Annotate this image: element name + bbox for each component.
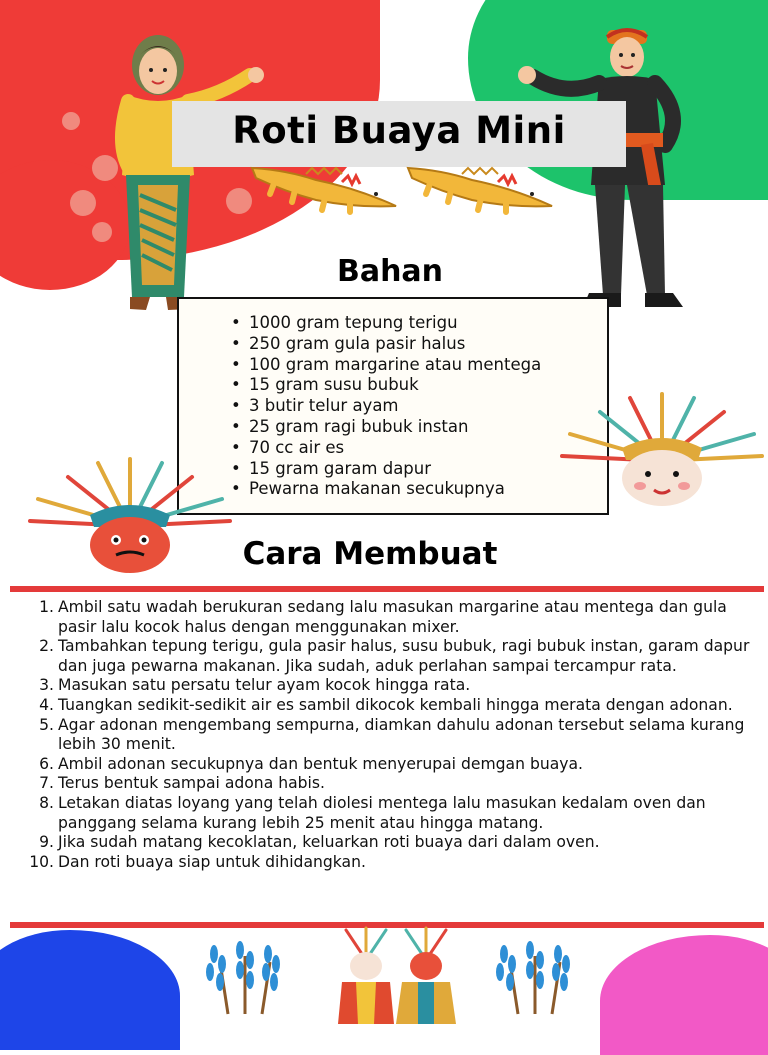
list-item: [16, 853, 756, 873]
step-text: Tambahkan tepung terigu, gula pasir halus, susu bubuk, ragi bubuk instan, garam dapur dan juga pewarna makanan. Jika sudah, aduk perlahan sampai tercampur rata.: [58, 637, 750, 675]
step-number: 1.: [39, 598, 54, 616]
step-text: Dan roti buaya siap untuk dihidangkan.: [58, 852, 366, 871]
wheat-icon: [490, 942, 580, 1017]
step-text: Terus bentuk sampai adona habis.: [58, 774, 325, 793]
steps-list: [16, 598, 756, 872]
list-item: • 15 gram garam dapur: [231, 459, 541, 480]
list-item: • 3 butir telur ayam: [231, 396, 541, 417]
list-item: [16, 676, 756, 696]
list-item: [16, 794, 756, 833]
list-item: • 100 gram margarine atau mentega: [231, 355, 541, 376]
list-item: [16, 774, 756, 794]
step-text: Ambil adonan secukupnya dan bentuk menyerupai demgan buaya.: [58, 754, 584, 773]
wheat-icon: [200, 942, 290, 1017]
step-text: Ambil satu wadah berukuran sedang lalu masukan margarine atau mentega dan gula pasir lalu kocok halus dengan menggunakan mixer.: [58, 598, 727, 636]
list-item: [16, 637, 756, 676]
step-text: Letakan diatas loyang yang telah diolesi mentega lalu masukan kedalam oven dan panggang selama kurang lebih 25 menit atau hingga matang.: [58, 793, 706, 832]
step-number: 10.: [29, 852, 54, 871]
ingredients-heading: Bahan: [336, 254, 444, 289]
ondel-ondel-mask-illustration: [560, 390, 765, 510]
list-item: [16, 833, 756, 853]
step-text: Tuangkan sedikit-sedikit air es sambil dikocok kembali hingga merata dengan adonan.: [58, 695, 733, 714]
step-text: Agar adonan mengembang sempurna, diamkan dahulu adonan tersebut selama kurang lebih 30 menit.: [58, 715, 745, 754]
list-item: [16, 716, 756, 755]
list-item: • Pewarna makanan secukupnya: [231, 479, 541, 500]
step-number: 9.: [39, 833, 54, 852]
steps-heading: Cara Membuat: [242, 536, 498, 572]
step-text: Jika sudah matang kecoklatan, keluarkan roti buaya dari dalam oven.: [58, 833, 600, 852]
ingredients-list: [231, 313, 541, 500]
list-item: • 70 cc air es: [231, 438, 541, 459]
step-number: 5.: [39, 715, 54, 734]
list-item: • 15 gram susu bubuk: [231, 375, 541, 396]
list-item: • 1000 gram tepung terigu: [231, 313, 541, 334]
step-number: 3.: [39, 676, 54, 695]
crocodile-bread-illustration: [246, 148, 406, 218]
pink-blob-decoration: [600, 935, 768, 1055]
step-number: 4.: [39, 695, 54, 714]
list-item: [16, 598, 756, 637]
step-number: 6.: [39, 754, 54, 773]
step-text: Masukan satu persatu telur ayam kocok hingga rata.: [58, 676, 471, 695]
step-number: 2.: [39, 637, 54, 656]
crocodile-bread-illustration: [402, 148, 562, 218]
blue-blob-decoration: [0, 930, 180, 1050]
page-title: Roti Buaya Mini: [232, 109, 566, 152]
list-item: [16, 696, 756, 716]
step-number: 7.: [39, 774, 54, 793]
ondel-ondel-pair-illustration: [326, 926, 461, 1024]
list-item: • 25 gram ragi bubuk instan: [231, 417, 541, 438]
list-item: • 250 gram gula pasir halus: [231, 334, 541, 355]
step-number: 8.: [39, 793, 54, 812]
list-item: [16, 755, 756, 775]
divider: [10, 586, 764, 592]
